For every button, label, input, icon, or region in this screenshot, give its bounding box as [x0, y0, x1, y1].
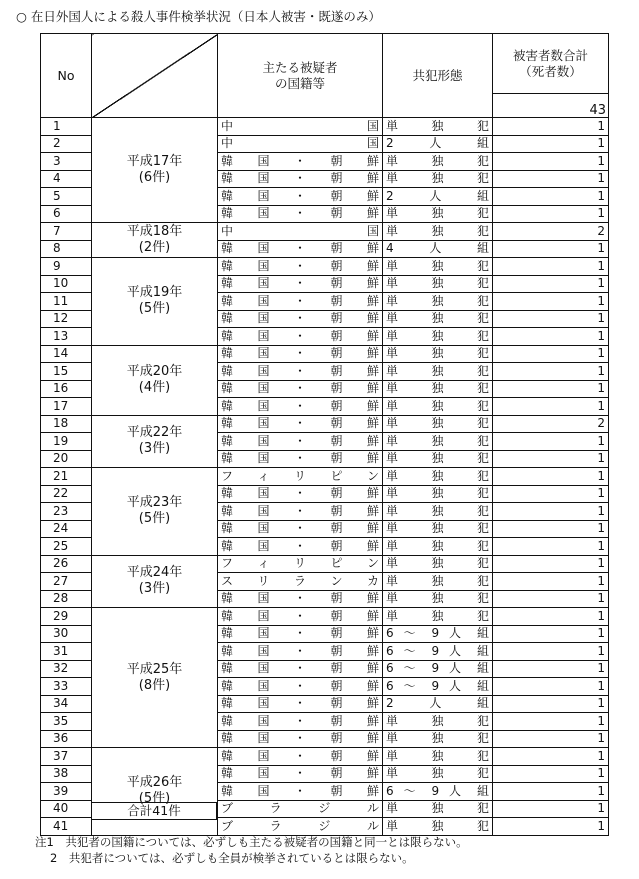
accomplice-form-cell: [383, 590, 493, 608]
nationality-cell: [218, 818, 383, 836]
case-count: (2件): [138, 240, 171, 255]
accomplice-form-cell: [383, 380, 493, 398]
year-label: 平成23年: [126, 495, 183, 511]
nationality-cell: [218, 433, 383, 451]
row-number: 27: [41, 573, 92, 591]
victim-count: 1: [493, 783, 609, 801]
nationality-cell: [218, 485, 383, 503]
row-number: 32: [41, 660, 92, 678]
victim-count: 1: [493, 398, 609, 416]
total-victims: 43: [493, 94, 609, 118]
victim-count: 1: [493, 713, 609, 731]
accomplice-form: 単 独 犯: [386, 398, 489, 413]
year-group-cell: [92, 608, 218, 748]
accomplice-form: 単 独 犯: [386, 381, 489, 396]
nationality: 中 国: [221, 136, 379, 151]
accomplice-form: 単 独 犯: [386, 713, 489, 728]
row-number: 24: [41, 520, 92, 538]
nationality-cell: [218, 118, 383, 136]
victim-count: 1: [493, 240, 609, 258]
accomplice-form-cell: [383, 275, 493, 293]
accomplice-form-cell: [383, 345, 493, 363]
victim-count: 1: [493, 555, 609, 573]
note-1: 注1 共犯者の国籍については、必ずしも主たる被疑者の国籍と同一とは限らない。: [35, 835, 468, 849]
victim-count: 1: [493, 818, 609, 836]
accomplice-form-cell: [383, 573, 493, 591]
accomplice-form-cell: [383, 695, 493, 713]
accomplice-form: 2 人 組: [386, 696, 489, 711]
accomplice-form-cell: [383, 468, 493, 486]
victim-count: 1: [493, 800, 609, 818]
header-nationality: 主たる被疑者 の国籍等: [218, 34, 383, 118]
accomplice-form: 単 独 犯: [386, 538, 489, 553]
year-label: 平成19年: [126, 285, 183, 301]
nationality-cell: [218, 380, 383, 398]
year-label: 平成26年: [126, 775, 183, 791]
table-row: [41, 223, 609, 241]
nationality-cell: [218, 608, 383, 626]
row-number: 33: [41, 678, 92, 696]
nationality-cell: [218, 415, 383, 433]
accomplice-form-cell: [383, 135, 493, 153]
header-diagonal-cell: [92, 34, 218, 118]
accomplice-form: 単 独 犯: [386, 258, 489, 273]
nationality: 中 国: [221, 223, 379, 238]
accomplice-form: 単 独 犯: [386, 206, 489, 221]
nationality-cell: [218, 345, 383, 363]
victim-count: 1: [493, 310, 609, 328]
row-number: 20: [41, 450, 92, 468]
victim-count: 2: [493, 223, 609, 241]
year-group-cell: [92, 118, 218, 223]
nationality-cell: [218, 223, 383, 241]
table-row: [41, 258, 609, 276]
nationality-cell: [218, 310, 383, 328]
row-number: 15: [41, 363, 92, 381]
case-count: (4件): [138, 380, 171, 395]
nationality: 韓 国 ・ 朝 鮮: [221, 661, 379, 676]
row-number: 26: [41, 555, 92, 573]
victim-count: 1: [493, 678, 609, 696]
nationality-cell: [218, 520, 383, 538]
victim-count: 1: [493, 590, 609, 608]
accomplice-form: 単 独 犯: [386, 293, 489, 308]
row-number: 8: [41, 240, 92, 258]
accomplice-form: 単 独 犯: [386, 766, 489, 781]
row-number: 30: [41, 625, 92, 643]
victim-count: 1: [493, 520, 609, 538]
nationality-cell: [218, 153, 383, 171]
nationality-cell: [218, 730, 383, 748]
nationality-cell: [218, 450, 383, 468]
nationality-cell: [218, 275, 383, 293]
nationality: 韓 国 ・ 朝 鮮: [221, 538, 379, 553]
victim-count: 1: [493, 258, 609, 276]
nationality: 韓 国 ・ 朝 鮮: [221, 608, 379, 623]
row-number: 28: [41, 590, 92, 608]
year-label: 平成24年: [126, 565, 183, 581]
accomplice-form: 単 独 犯: [386, 363, 489, 378]
accomplice-form-cell: [383, 555, 493, 573]
year-label: 平成17年: [126, 154, 183, 169]
row-number: 36: [41, 730, 92, 748]
case-count: (3件): [138, 581, 171, 597]
nationality-cell: [218, 538, 383, 556]
accomplice-form-cell: [383, 783, 493, 801]
table-row: [41, 345, 609, 363]
year-group-cell: [92, 223, 218, 258]
nationality-cell: [218, 660, 383, 678]
accomplice-form: 単 独 犯: [386, 591, 489, 606]
accomplice-form-cell: [383, 170, 493, 188]
row-number: 29: [41, 608, 92, 626]
accomplice-form-cell: [383, 643, 493, 661]
accomplice-form: 2 人 組: [386, 188, 489, 203]
nationality: ブ ラ ジ ル: [221, 801, 379, 816]
victim-count: 1: [493, 485, 609, 503]
accomplice-form-cell: [383, 713, 493, 731]
accomplice-form-cell: [383, 625, 493, 643]
nationality: 韓 国 ・ 朝 鮮: [221, 626, 379, 641]
victim-count: 1: [493, 170, 609, 188]
accomplice-form: 単 独 犯: [386, 328, 489, 343]
case-count: (8件): [138, 677, 171, 693]
table-row: [41, 468, 609, 486]
victim-count: 1: [493, 608, 609, 626]
year-label: 平成18年: [126, 224, 183, 239]
accomplice-form-cell: [383, 678, 493, 696]
nationality-cell: [218, 258, 383, 276]
accomplice-form: 単 独 犯: [386, 521, 489, 536]
accomplice-form-cell: [383, 310, 493, 328]
victim-count: 1: [493, 730, 609, 748]
nationality-cell: [218, 783, 383, 801]
nationality: フ ィ リ ピ ン: [221, 556, 379, 571]
nationality: ス リ ラ ン カ: [221, 573, 379, 588]
victim-count: 1: [493, 188, 609, 206]
nationality: 韓 国 ・ 朝 鮮: [221, 241, 379, 256]
case-count: (5件): [138, 791, 171, 807]
accomplice-form-cell: [383, 765, 493, 783]
accomplice-form-cell: [383, 153, 493, 171]
nationality: 韓 国 ・ 朝 鮮: [221, 171, 379, 186]
accomplice-form: 単 独 犯: [386, 276, 489, 291]
nationality: 韓 国 ・ 朝 鮮: [221, 766, 379, 781]
nationality: 韓 国 ・ 朝 鮮: [221, 381, 379, 396]
row-number: 35: [41, 713, 92, 731]
nationality: 韓 国 ・ 朝 鮮: [221, 416, 379, 431]
nationality: 韓 国 ・ 朝 鮮: [221, 713, 379, 728]
victim-count: 1: [493, 573, 609, 591]
accomplice-form: 単 独 犯: [386, 416, 489, 431]
victim-count: 1: [493, 468, 609, 486]
accomplice-form-cell: [383, 328, 493, 346]
victim-count: 1: [493, 660, 609, 678]
row-number: 41: [41, 818, 92, 836]
accomplice-form-cell: [383, 748, 493, 766]
year-label: 平成22年: [126, 425, 183, 441]
nationality-cell: [218, 188, 383, 206]
nationality: 韓 国 ・ 朝 鮮: [221, 521, 379, 536]
accomplice-form-cell: [383, 503, 493, 521]
accomplice-form-cell: [383, 485, 493, 503]
row-number: 12: [41, 310, 92, 328]
nationality-cell: [218, 765, 383, 783]
row-number: 23: [41, 503, 92, 521]
row-number: 17: [41, 398, 92, 416]
accomplice-form-cell: [383, 398, 493, 416]
accomplice-form: 単 独 犯: [386, 503, 489, 518]
nationality-cell: [218, 363, 383, 381]
row-number: 38: [41, 765, 92, 783]
nationality-cell: [218, 240, 383, 258]
accomplice-form: 2 人 組: [386, 136, 489, 151]
accomplice-form: 単 独 犯: [386, 608, 489, 623]
accomplice-form-cell: [383, 415, 493, 433]
header-victims: 被害者数合計 （死者数）: [493, 34, 609, 94]
accomplice-form-cell: [383, 293, 493, 311]
nationality: フ ィ リ ピ ン: [221, 468, 379, 483]
nationality: 韓 国 ・ 朝 鮮: [221, 311, 379, 326]
victim-count: 1: [493, 450, 609, 468]
row-number: 3: [41, 153, 92, 171]
header-row: [41, 34, 609, 94]
accomplice-form: 単 独 犯: [386, 171, 489, 186]
accomplice-form-cell: [383, 818, 493, 836]
row-number: 7: [41, 223, 92, 241]
case-count: (5件): [138, 301, 171, 317]
row-number: 37: [41, 748, 92, 766]
year-group-cell: [92, 258, 218, 346]
victim-count: 1: [493, 538, 609, 556]
row-number: 1: [41, 118, 92, 136]
accomplice-form-cell: [383, 520, 493, 538]
accomplice-form: 6 ～ 9 人 組: [386, 661, 489, 676]
nationality: 韓 国 ・ 朝 鮮: [221, 346, 379, 361]
row-number: 21: [41, 468, 92, 486]
header-no: No: [41, 34, 92, 118]
accomplice-form-cell: [383, 660, 493, 678]
accomplice-form-cell: [383, 223, 493, 241]
nationality: 韓 国 ・ 朝 鮮: [221, 206, 379, 221]
accomplice-form-cell: [383, 118, 493, 136]
accomplice-form: 6 ～ 9 人 組: [386, 643, 489, 658]
victim-count: 1: [493, 328, 609, 346]
accomplice-form-cell: [383, 800, 493, 818]
accomplice-form: 単 独 犯: [386, 118, 489, 133]
homicide-arrest-table: [40, 33, 609, 836]
nationality-cell: [218, 398, 383, 416]
nationality: 韓 国 ・ 朝 鮮: [221, 398, 379, 413]
nationality: 韓 国 ・ 朝 鮮: [221, 748, 379, 763]
nationality: 韓 国 ・ 朝 鮮: [221, 643, 379, 658]
accomplice-form-cell: [383, 608, 493, 626]
accomplice-form: 単 独 犯: [386, 801, 489, 816]
year-group-cell: [92, 748, 218, 836]
accomplice-form: 6 ～ 9 人 組: [386, 678, 489, 693]
accomplice-form-cell: [383, 538, 493, 556]
victim-count: 1: [493, 345, 609, 363]
victim-count: 1: [493, 205, 609, 223]
victim-count: 1: [493, 765, 609, 783]
nationality: 韓 国 ・ 朝 鮮: [221, 258, 379, 273]
row-number: 6: [41, 205, 92, 223]
accomplice-form: 単 独 犯: [386, 153, 489, 168]
table-row: [41, 555, 609, 573]
row-number: 40: [41, 800, 92, 818]
year-group-cell: [92, 555, 218, 608]
accomplice-form-cell: [383, 258, 493, 276]
row-number: 10: [41, 275, 92, 293]
nationality: 韓 国 ・ 朝 鮮: [221, 363, 379, 378]
accomplice-form-cell: [383, 450, 493, 468]
accomplice-form: 単 独 犯: [386, 468, 489, 483]
accomplice-form-cell: [383, 240, 493, 258]
nationality-cell: [218, 205, 383, 223]
victim-count: 1: [493, 293, 609, 311]
page-title: ○ 在日外国人による殺人事件検挙状況（日本人被害・既遂のみ）: [16, 9, 381, 24]
row-number: 11: [41, 293, 92, 311]
nationality-cell: [218, 713, 383, 731]
accomplice-form: 単 独 犯: [386, 731, 489, 746]
nationality-cell: [218, 468, 383, 486]
case-count: (3件): [138, 441, 171, 457]
nationality-cell: [218, 748, 383, 766]
accomplice-form: 単 独 犯: [386, 556, 489, 571]
accomplice-form-cell: [383, 730, 493, 748]
victim-count: 1: [493, 748, 609, 766]
victim-count: 1: [493, 625, 609, 643]
nationality-cell: [218, 328, 383, 346]
victim-count: 1: [493, 153, 609, 171]
nationality-cell: [218, 643, 383, 661]
nationality-cell: [218, 170, 383, 188]
year-group-cell: [92, 345, 218, 415]
accomplice-form-cell: [383, 363, 493, 381]
accomplice-form: 単 独 犯: [386, 311, 489, 326]
victim-count: 1: [493, 433, 609, 451]
accomplice-form: 6 ～ 9 人 組: [386, 626, 489, 641]
nationality-cell: [218, 503, 383, 521]
nationality: 韓 国 ・ 朝 鮮: [221, 433, 379, 448]
victim-count: 1: [493, 380, 609, 398]
nationality-cell: [218, 800, 383, 818]
row-number: 22: [41, 485, 92, 503]
accomplice-form: 単 独 犯: [386, 346, 489, 361]
accomplice-form: 6 ～ 9 人 組: [386, 783, 489, 798]
row-number: 4: [41, 170, 92, 188]
nationality-cell: [218, 678, 383, 696]
row-number: 2: [41, 135, 92, 153]
nationality: 韓 国 ・ 朝 鮮: [221, 783, 379, 798]
accomplice-form: 単 独 犯: [386, 573, 489, 588]
year-label: 平成20年: [126, 364, 183, 379]
row-number: 18: [41, 415, 92, 433]
nationality: 韓 国 ・ 朝 鮮: [221, 503, 379, 518]
victim-count: 2: [493, 415, 609, 433]
accomplice-form: 4 人 組: [386, 241, 489, 256]
victim-count: 1: [493, 363, 609, 381]
year-label: 平成25年: [126, 661, 183, 677]
table-row: [41, 608, 609, 626]
accomplice-form: 単 独 犯: [386, 818, 489, 833]
nationality-cell: [218, 135, 383, 153]
nationality: 韓 国 ・ 朝 鮮: [221, 731, 379, 746]
total-cases: 合計41件: [91, 802, 217, 820]
table-row: [41, 748, 609, 766]
victim-count: 1: [493, 118, 609, 136]
accomplice-form: 単 独 犯: [386, 748, 489, 763]
nationality-cell: [218, 625, 383, 643]
year-group-cell: [92, 415, 218, 468]
victim-count: 1: [493, 135, 609, 153]
accomplice-form: 単 独 犯: [386, 433, 489, 448]
nationality-cell: [218, 590, 383, 608]
row-number: 9: [41, 258, 92, 276]
row-number: 16: [41, 380, 92, 398]
header-form: 共犯形態: [383, 34, 493, 118]
accomplice-form: 単 独 犯: [386, 486, 489, 501]
nationality: 韓 国 ・ 朝 鮮: [221, 696, 379, 711]
nationality: 韓 国 ・ 朝 鮮: [221, 678, 379, 693]
victim-count: 1: [493, 643, 609, 661]
victim-count: 1: [493, 275, 609, 293]
nationality: 韓 国 ・ 朝 鮮: [221, 328, 379, 343]
victim-count: 1: [493, 503, 609, 521]
victim-count: 1: [493, 695, 609, 713]
row-number: 13: [41, 328, 92, 346]
nationality: 韓 国 ・ 朝 鮮: [221, 486, 379, 501]
row-number: 25: [41, 538, 92, 556]
accomplice-form-cell: [383, 205, 493, 223]
nationality: 韓 国 ・ 朝 鮮: [221, 591, 379, 606]
table-row: [41, 415, 609, 433]
nationality-cell: [218, 293, 383, 311]
nationality-cell: [218, 695, 383, 713]
nationality-cell: [218, 555, 383, 573]
row-number: 34: [41, 695, 92, 713]
row-number: 31: [41, 643, 92, 661]
nationality: 韓 国 ・ 朝 鮮: [221, 188, 379, 203]
table-row: [41, 118, 609, 136]
accomplice-form: 単 独 犯: [386, 223, 489, 238]
accomplice-form-cell: [383, 188, 493, 206]
case-count: (5件): [138, 511, 171, 527]
nationality: 中 国: [221, 118, 379, 133]
row-number: 39: [41, 783, 92, 801]
nationality-cell: [218, 573, 383, 591]
row-number: 5: [41, 188, 92, 206]
row-number: 14: [41, 345, 92, 363]
note-2: 2 共犯者については、必ずしも全員が検挙されているとは限らない。: [50, 851, 414, 865]
row-number: 19: [41, 433, 92, 451]
nationality: 韓 国 ・ 朝 鮮: [221, 153, 379, 168]
year-group-cell: [92, 468, 218, 556]
nationality: ブ ラ ジ ル: [221, 818, 379, 833]
nationality: 韓 国 ・ 朝 鮮: [221, 451, 379, 466]
case-count: (6件): [138, 170, 171, 185]
table-body: [41, 118, 609, 836]
accomplice-form: 単 独 犯: [386, 451, 489, 466]
accomplice-form-cell: [383, 433, 493, 451]
nationality: 韓 国 ・ 朝 鮮: [221, 276, 379, 291]
nationality: 韓 国 ・ 朝 鮮: [221, 293, 379, 308]
